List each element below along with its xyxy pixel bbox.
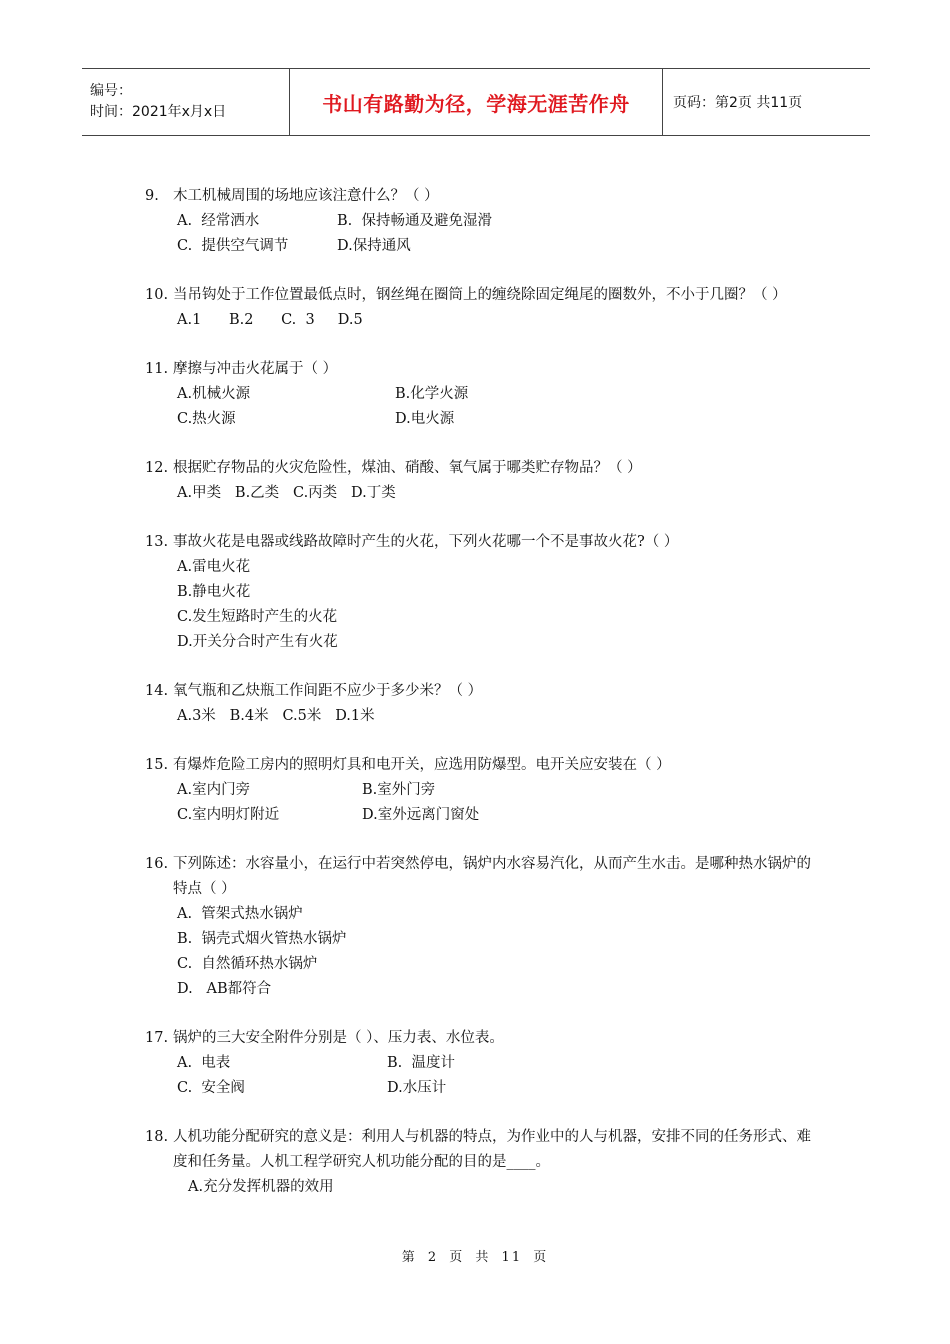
option-list bbox=[145, 1051, 815, 1101]
option-item: D. AB都符合 bbox=[177, 981, 272, 997]
option-list bbox=[145, 308, 815, 333]
option-item: B. 温度计 bbox=[387, 1055, 455, 1071]
question-number: 10. bbox=[145, 287, 169, 303]
option-row bbox=[177, 382, 815, 407]
option-row bbox=[177, 952, 815, 977]
question-block bbox=[145, 184, 815, 259]
option-row bbox=[177, 605, 815, 630]
question-text: 摩擦与冲击火花属于（ ） bbox=[173, 361, 338, 377]
option-list bbox=[145, 382, 815, 432]
question-number: 13. bbox=[145, 534, 169, 550]
question-stem bbox=[145, 357, 815, 382]
option-item: C.热火源 bbox=[177, 411, 236, 427]
option-list bbox=[145, 555, 815, 655]
option-row bbox=[177, 902, 815, 927]
option-list bbox=[145, 209, 815, 259]
question-text: 人机功能分配研究的意义是：利用人与机器的特点，为作业中的人与机器，安排不同的任务形式、难度和任务量。人机工程学研究人机功能分配的目的是____。 bbox=[173, 1129, 811, 1170]
question-text: 锅炉的三大安全附件分别是（ ）、压力表、水位表。 bbox=[173, 1030, 504, 1046]
option-item: B. 锅壳式烟火管热水锅炉 bbox=[177, 931, 347, 947]
question-stem bbox=[145, 1026, 815, 1051]
question-text: 有爆炸危险工房内的照明灯具和电开关，应选用防爆型。电开关应安装在（ ） bbox=[173, 757, 671, 773]
option-row bbox=[177, 1076, 815, 1101]
serial-label: 编号： bbox=[90, 83, 132, 99]
page-footer: 第 2 页 共 11 页 bbox=[401, 1250, 549, 1265]
option-item: C. 提供空气调节 bbox=[177, 238, 289, 254]
option-item: C. 安全阀 bbox=[177, 1080, 245, 1096]
option-item: C. 自然循环热水锅炉 bbox=[177, 956, 318, 972]
question-block bbox=[145, 530, 815, 655]
question-stem bbox=[145, 456, 815, 481]
option-item: D.保持通风 bbox=[337, 238, 411, 254]
page-header bbox=[82, 68, 870, 136]
question-block bbox=[145, 753, 815, 828]
option-row bbox=[177, 704, 815, 729]
option-item: D.电火源 bbox=[395, 411, 455, 427]
question-stem bbox=[145, 1125, 815, 1175]
option-item: C.发生短路时产生的火花 bbox=[177, 609, 338, 625]
option-row bbox=[177, 555, 815, 580]
option-list bbox=[145, 481, 815, 506]
question-stem bbox=[145, 852, 815, 902]
option-item: D.水压计 bbox=[387, 1080, 447, 1096]
question-number: 12. bbox=[145, 460, 169, 476]
header-page-cell bbox=[663, 69, 802, 135]
question-number: 16. bbox=[145, 856, 169, 872]
option-item: A.充分发挥机器的效用 bbox=[188, 1179, 334, 1195]
option-item: B.静电火花 bbox=[177, 584, 251, 600]
option-row bbox=[177, 407, 815, 432]
option-item: A. 经常洒水 bbox=[177, 213, 260, 229]
option-item: A. 电表 bbox=[177, 1055, 231, 1071]
question-number: 18. bbox=[145, 1129, 169, 1145]
option-row bbox=[188, 1175, 815, 1200]
question-number: 11. bbox=[145, 361, 169, 377]
question-text: 木工机械周围的场地应该注意什么？（ ） bbox=[173, 188, 439, 204]
option-row bbox=[177, 927, 815, 952]
question-block bbox=[145, 1026, 815, 1101]
option-row bbox=[177, 580, 815, 605]
question-block bbox=[145, 456, 815, 506]
option-row bbox=[177, 481, 815, 506]
question-block bbox=[145, 852, 815, 1002]
option-item: C.室内明灯附近 bbox=[177, 807, 280, 823]
question-stem bbox=[145, 753, 815, 778]
question-number: 17. bbox=[145, 1030, 169, 1046]
question-stem bbox=[145, 530, 815, 555]
question-number: 15. bbox=[145, 757, 169, 773]
question-list bbox=[145, 184, 815, 1224]
question-block bbox=[145, 1125, 815, 1200]
header-meta bbox=[82, 69, 290, 135]
option-row bbox=[177, 778, 815, 803]
question-stem bbox=[145, 679, 815, 704]
question-text: 当吊钩处于工作位置最低点时，钢丝绳在圈筒上的缠绕除固定绳尾的圈数外，不小于几圈？（ ） bbox=[173, 287, 787, 303]
option-row bbox=[177, 234, 815, 259]
option-item: A.雷电火花 bbox=[177, 559, 251, 575]
option-list bbox=[145, 902, 815, 1002]
question-text: 下列陈述：水容量小，在运行中若突然停电，锅炉内水容易汽化，从而产生水击。是哪种热水锅炉的特点（ ） bbox=[173, 856, 811, 897]
question-block bbox=[145, 357, 815, 432]
option-item: A.1 B.2 C. 3 D.5 bbox=[177, 312, 363, 328]
question-stem bbox=[145, 184, 815, 209]
question-number: 9. bbox=[145, 188, 159, 204]
option-row bbox=[177, 209, 815, 234]
option-item: D.室外远离门窗处 bbox=[362, 807, 480, 823]
option-item: A.甲类 B.乙类 C.丙类 D.丁类 bbox=[177, 485, 396, 501]
option-row bbox=[177, 977, 815, 1002]
option-row bbox=[177, 630, 815, 655]
question-block bbox=[145, 679, 815, 729]
question-text: 根据贮存物品的火灾危险性，煤油、硝酸、氧气属于哪类贮存物品？（ ） bbox=[173, 460, 642, 476]
option-item: A. 管架式热水锅炉 bbox=[177, 906, 303, 922]
option-item: A.机械火源 bbox=[177, 386, 251, 402]
question-block bbox=[145, 283, 815, 333]
page-info: 页码：第2页 共11页 bbox=[673, 95, 803, 111]
option-list bbox=[145, 778, 815, 828]
option-item: B. 保持畅通及避免湿滑 bbox=[337, 213, 492, 229]
time-label: 时间：2021年x月x日 bbox=[90, 104, 227, 120]
question-text: 事故火花是电器或线路故障时产生的火花，下列火花哪一个不是事故火花?（ ） bbox=[173, 534, 679, 550]
option-list bbox=[145, 704, 815, 729]
option-item: B.化学火源 bbox=[395, 386, 469, 402]
motto: 书山有路勤为径，学海无涯苦作舟 bbox=[322, 91, 630, 116]
option-list bbox=[145, 1175, 815, 1200]
question-text: 氧气瓶和乙炔瓶工作间距不应少于多少米？（ ） bbox=[173, 683, 483, 699]
question-stem bbox=[145, 283, 815, 308]
option-item: A.室内门旁 bbox=[177, 782, 251, 798]
question-number: 14. bbox=[145, 683, 169, 699]
option-row bbox=[177, 308, 815, 333]
option-item: A.3米 B.4米 C.5米 D.1米 bbox=[177, 708, 375, 724]
option-item: B.室外门旁 bbox=[362, 782, 436, 798]
option-row bbox=[177, 1051, 815, 1076]
header-motto-cell bbox=[290, 69, 663, 135]
option-item: D.开关分合时产生有火花 bbox=[177, 634, 338, 650]
option-row bbox=[177, 803, 815, 828]
